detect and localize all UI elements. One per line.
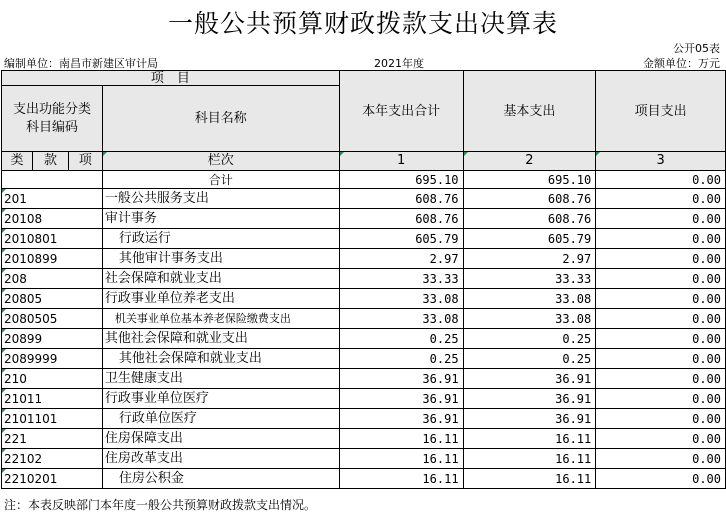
header-lei: 类 <box>2 152 33 171</box>
table-row <box>2 189 726 209</box>
row-project: 0.00 <box>596 369 726 389</box>
row-subject-name: 住房改革支出 <box>102 449 339 469</box>
row-code: 221 <box>2 429 103 449</box>
row-code: 201 <box>2 189 103 209</box>
total-total: 695.10 <box>339 171 463 189</box>
row-subject-name: 卫生健康支出 <box>102 369 339 389</box>
row-total: 2.97 <box>339 249 463 269</box>
row-project: 0.00 <box>596 229 726 249</box>
row-total: 33.08 <box>339 289 463 309</box>
header-basic: 基本支出 <box>463 71 596 152</box>
table-row <box>2 229 726 249</box>
row-subject-name: 机关事业单位基本养老保险缴费支出 <box>102 309 339 329</box>
row-project: 0.00 <box>596 449 726 469</box>
row-code: 2010899 <box>2 249 103 269</box>
header-col1: 1 <box>339 152 463 171</box>
table-row <box>2 349 726 369</box>
header-col2: 2 <box>463 152 596 171</box>
table-row <box>2 249 726 269</box>
footnote: 注：本表反映部门本年度一般公共预算财政拨款支出情况。 <box>4 498 317 512</box>
table-row <box>2 329 726 349</box>
row-total: 16.11 <box>339 449 463 469</box>
row-code: 2210201 <box>2 469 103 489</box>
row-basic: 608.76 <box>463 209 596 229</box>
header-total: 本年支出合计 <box>339 71 463 152</box>
row-total: 33.33 <box>339 269 463 289</box>
row-project: 0.00 <box>596 389 726 409</box>
row-total: 0.25 <box>339 329 463 349</box>
row-subject-name: 住房保障支出 <box>102 429 339 449</box>
row-project: 0.00 <box>596 329 726 349</box>
row-subject-name: 其他社会保障和就业支出 <box>102 349 339 369</box>
row-subject-name: 行政事业单位医疗 <box>102 389 339 409</box>
row-subject-name: 一般公共服务支出 <box>102 189 339 209</box>
unit-line <box>2 55 724 69</box>
row-basic: 0.25 <box>463 329 596 349</box>
row-total: 33.08 <box>339 309 463 329</box>
table-row <box>2 209 726 229</box>
row-subject-name: 住房公积金 <box>102 469 339 489</box>
row-total: 16.11 <box>339 469 463 489</box>
row-total: 0.25 <box>339 349 463 369</box>
table-row <box>2 389 726 409</box>
header-item: 项 目 <box>2 71 340 86</box>
row-code: 210 <box>2 369 103 389</box>
row-project: 0.00 <box>596 409 726 429</box>
row-code: 208 <box>2 269 103 289</box>
row-code: 2080505 <box>2 309 103 329</box>
row-code: 20899 <box>2 329 103 349</box>
total-basic: 695.10 <box>463 171 596 189</box>
table-row <box>2 469 726 489</box>
row-basic: 36.91 <box>463 389 596 409</box>
row-basic: 33.08 <box>463 309 596 329</box>
row-subject-name: 其他审计事务支出 <box>102 249 339 269</box>
expenditure-table <box>1 70 726 489</box>
amount-unit: 金额单位：万元 <box>643 57 720 70</box>
row-code: 2101101 <box>2 409 103 429</box>
row-total: 16.11 <box>339 429 463 449</box>
total-project: 0.00 <box>596 171 726 189</box>
row-total: 36.91 <box>339 409 463 429</box>
row-total: 608.76 <box>339 209 463 229</box>
row-subject-name: 行政事业单位养老支出 <box>102 289 339 309</box>
table-number: 公开05表 <box>673 42 720 55</box>
row-project: 0.00 <box>596 349 726 369</box>
row-code: 20108 <box>2 209 103 229</box>
table-row <box>2 269 726 289</box>
total-row <box>2 171 726 189</box>
row-project: 0.00 <box>596 189 726 209</box>
header-kuan: 款 <box>32 152 68 171</box>
row-subject-name: 行政单位医疗 <box>102 409 339 429</box>
total-label: 合计 <box>102 171 339 189</box>
row-basic: 16.11 <box>463 429 596 449</box>
row-project: 0.00 <box>596 289 726 309</box>
row-basic: 16.11 <box>463 449 596 469</box>
row-basic: 33.33 <box>463 269 596 289</box>
header-col3: 3 <box>596 152 726 171</box>
header-func-code: 支出功能分类 科目编码 <box>2 86 103 152</box>
page-title: 一般公共预算财政拨款支出决算表 <box>167 9 558 38</box>
row-total: 605.79 <box>339 229 463 249</box>
row-basic: 16.11 <box>463 469 596 489</box>
compiling-unit: 编制单位：南昌市新建区审计局 <box>4 57 158 70</box>
row-code: 22102 <box>2 449 103 469</box>
row-subject-name: 审计事务 <box>102 209 339 229</box>
row-basic: 36.91 <box>463 409 596 429</box>
header-xiang: 项 <box>68 152 102 171</box>
row-project: 0.00 <box>596 469 726 489</box>
row-project: 0.00 <box>596 309 726 329</box>
row-project: 0.00 <box>596 209 726 229</box>
header-lanci: 栏次 <box>102 152 339 171</box>
table-row <box>2 289 726 309</box>
row-project: 0.00 <box>596 429 726 449</box>
row-code: 2010801 <box>2 229 103 249</box>
row-basic: 0.25 <box>463 349 596 369</box>
row-total: 36.91 <box>339 389 463 409</box>
table-row <box>2 309 726 329</box>
row-basic: 33.08 <box>463 289 596 309</box>
header-project: 项目支出 <box>596 71 726 152</box>
row-subject-name: 社会保障和就业支出 <box>102 269 339 289</box>
header-subject-name: 科目名称 <box>102 86 339 152</box>
row-basic: 2.97 <box>463 249 596 269</box>
table-row <box>2 369 726 389</box>
row-total: 608.76 <box>339 189 463 209</box>
row-code: 2089999 <box>2 349 103 369</box>
table-row <box>2 429 726 449</box>
total-code-cell <box>2 171 103 189</box>
row-basic: 608.76 <box>463 189 596 209</box>
row-subject-name: 其他社会保障和就业支出 <box>102 329 339 349</box>
row-code: 21011 <box>2 389 103 409</box>
row-subject-name: 行政运行 <box>102 229 339 249</box>
table-row <box>2 449 726 469</box>
row-basic: 36.91 <box>463 369 596 389</box>
row-total: 36.91 <box>339 369 463 389</box>
row-project: 0.00 <box>596 249 726 269</box>
row-basic: 605.79 <box>463 229 596 249</box>
table-row <box>2 409 726 429</box>
row-code: 20805 <box>2 289 103 309</box>
row-project: 0.00 <box>596 269 726 289</box>
fiscal-year: 2021年度 <box>374 57 424 70</box>
